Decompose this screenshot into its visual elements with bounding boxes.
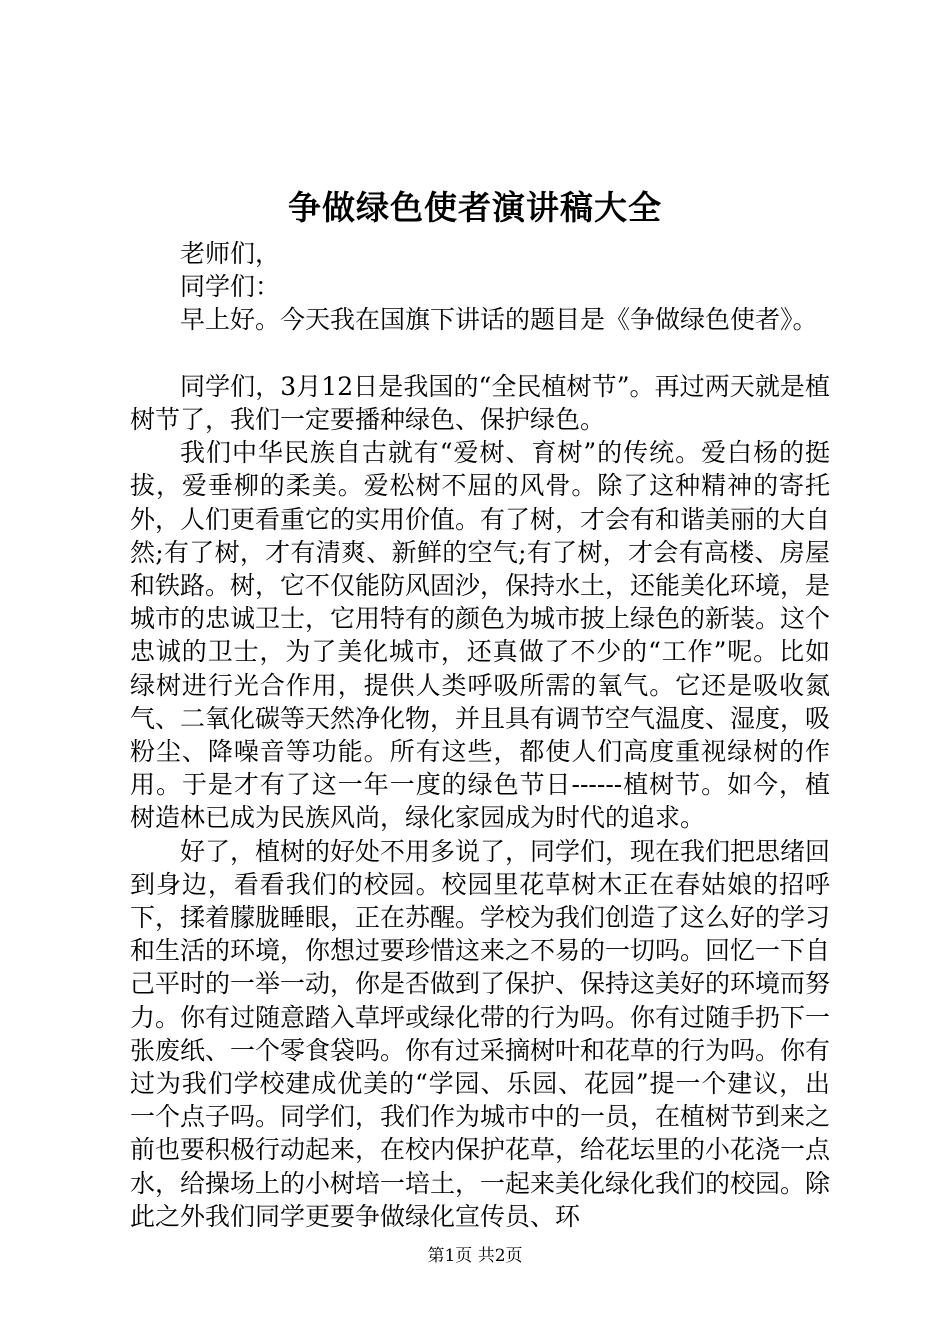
tree-tradition-paragraph: 我们中华民族自古就有“爱树、育树”的传统。爱白杨的挺拔，爱垂柳的柔美。爱松树不屈的风骨。除了这种精神的寄托外，人们更看重它的实用价值。有了树，才会有和谐美丽的大自然;有了树，才有清爽、新鲜的空气;有了树，才会有高楼、房屋和铁路。树，它不仅能防风固沙，保持水土，还能美化环境，是城市的忠诚卫士，它用特有的颜色为城市披上绿色的新装。这个忠诚的卫士，为了美化城市，还真做了不少的“工作”呢。比如绿树进行光合作用，提供人类呼吸所需的氧气。它还是吸收氮气、二氧化碳等天然净化物，并且具有调节空气温度、湿度，吸粉尘、降噪音等功能。所有这些，都使人们高度重视绿树的作用。于是才有了这一年一度的绿色节日------植树节。如今，植树造林已成为民族风尚，绿化家园成为时代的追求。: [130, 438, 831, 833]
salutation-teachers: 老师们，: [180, 239, 281, 268]
campus-paragraph: 好了，植树的好处不用多说了，同学们，现在我们把思绪回到身边，看看我们的校园。校园里花草树木正在春姑娘的招呼下，揉着朦胧睡眼，正在苏醒。学校为我们创造了这么好的学习和生活的环境，你想过要珍惜这来之不易的一切吗。回忆一下自己平时的一举一动，你是否做到了保护、保持这美好的环境而努力。你有过随意踏入草坪或绿化带的行为吗。你有过随手扔下一张废纸、一个零食袋吗。你有过采摘树叶和花草的行为吗。你有过为我们学校建成优美的“学园、乐园、花园”提一个建议，出一个点子吗。同学们，我们作为城市中的一员，在植树节到来之前也要积极行动起来，在校内保护花草，给花坛里的小花浇一点水，给操场上的小树培一培土，一起来美化绿化我们的校园。除此之外我们同学更要争做绿化宣传员、环: [130, 836, 831, 1231]
document-title: 争做绿色使者演讲稿大全: [288, 188, 662, 227]
greeting-paragraph: 早上好。今天我在国旗下讲话的题目是《争做绿色使者》。: [180, 305, 818, 335]
document-body: [130, 237, 830, 1233]
page-number-footer: 第1页 共2页: [427, 1246, 523, 1266]
arbor-day-paragraph: 同学们，3月12日是我国的“全民植树节”。再过两天就是植树节了，我们一定要播种绿色、保护绿色。: [130, 371, 830, 434]
salutation-students: 同学们：: [180, 272, 281, 302]
